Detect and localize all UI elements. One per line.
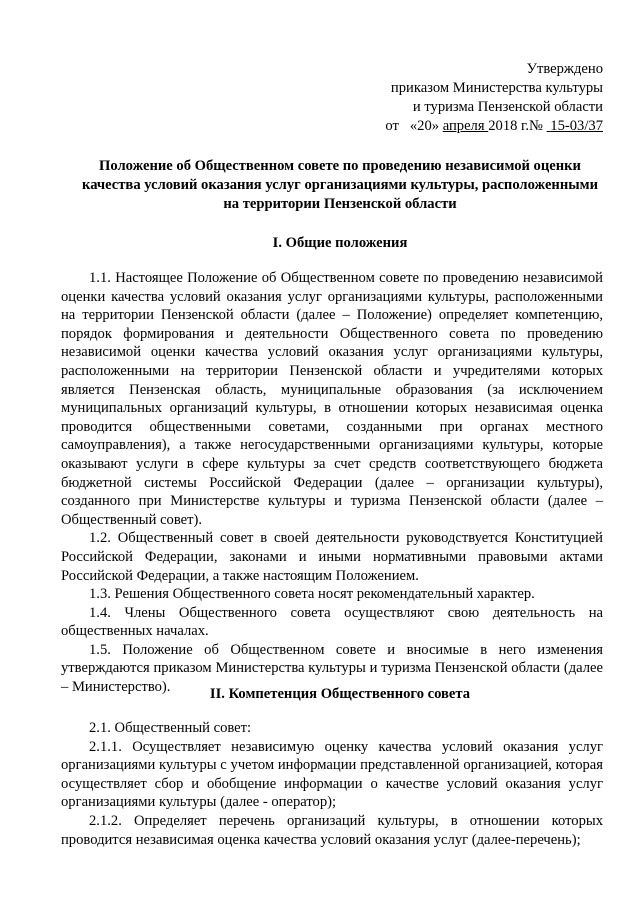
- section-1-body: [61, 269, 603, 697]
- paragraph: 1.3. Решения Общественного совета носят рекомендательный характер.: [89, 586, 535, 603]
- paragraph: 2.1.2. Определяет перечень организаций культуры, в отношении которых проводится независимая оценка качества условий оказания услуг (далее-перечень);: [61, 812, 603, 848]
- paragraph: 2.1. Общественный совет:: [89, 720, 252, 736]
- number-prefix: №: [529, 118, 543, 134]
- order-number: 15-03/37: [550, 118, 603, 134]
- approval-date-line: [385, 117, 603, 136]
- approval-line: Утверждено: [526, 61, 603, 77]
- date-day: «20»: [409, 118, 440, 134]
- title-line: Положение об Общественном совете по проведению независимой оценки: [99, 158, 581, 174]
- date-year: 2018 г.: [488, 118, 530, 134]
- paragraph: 1.4. Члены Общественного совета осуществляют свою деятельность на общественных началах.: [61, 604, 603, 640]
- section-2-heading: II. Компетенция Общественного совета: [209, 686, 471, 702]
- title-line: на территории Пензенской области: [223, 196, 457, 212]
- section-1-heading: I. Общие положения: [272, 235, 408, 251]
- from-prefix: от: [385, 118, 399, 134]
- date-month: апреля: [442, 118, 485, 134]
- approval-line: и туризма Пензенской области: [412, 99, 603, 115]
- paragraph: 1.2. Общественный совет в своей деятельности руководствуется Конституцией Российской Федерации, законами и иными нормативными правовыми актами Российской Федерации, а также настоящим Положением.: [61, 530, 603, 584]
- paragraph: 2.1.1. Осуществляет независимую оценку качества условий оказания услуг организациями культуры с учетом информации представленной организацией, которая осуществляет сбор и обобщение информации о качестве условий оказания услуг организациями культуры (далее - оператор);: [61, 738, 603, 811]
- section-2-body: [61, 719, 603, 849]
- approval-line: приказом Министерства культуры: [390, 80, 603, 96]
- paragraph: 1.5. Положение об Общественном совете и вносимые в него изменения утверждаются приказом Министерства культуры и туризма Пензенской области (далее – Министерство).: [61, 641, 603, 696]
- approval-block: [385, 60, 603, 136]
- title-line: качества условий оказания услуг организациями культуры, расположенными: [82, 177, 598, 193]
- document-title: [60, 157, 620, 214]
- paragraph: 1.1. Настоящее Положение об Общественном совете по проведению независимой оценки качества условий оказания услуг организациями культуры, расположенными на территории Пензенской области (далее – Положение) определяет компетенцию, порядок формирования и деятельности Общественного совета по проведению независимой оценки качества условий оказания услуг организациями культуры, расположенными на территории Пензенской области и учредителями которых является Пензенская область, муниципальные образования (за исключением муниципальных организаций культуры, в отношении которых независимая оценка проводится общественными советами, созданными при органах местного самоуправления), а также негосударственными организациями культуры, которые оказывают услуги в сфере культуры за счет средств соответствующего бюджета бюджетной системы Российской Федерации (далее – организации культуры), созданного при Министерстве культуры и туризма Пензенской области (далее – Общественный совет).: [61, 270, 603, 528]
